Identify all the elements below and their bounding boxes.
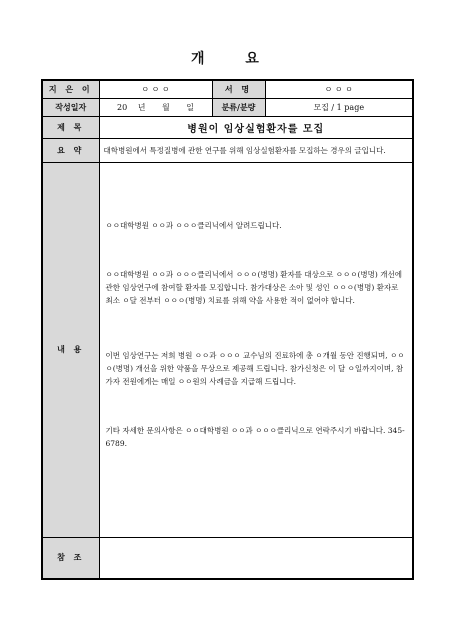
content-row	[42, 162, 413, 537]
document-title: 개 요	[191, 51, 277, 67]
signature-label: 서 명	[212, 80, 265, 98]
author-value: ㅇ ㅇ ㅇ	[99, 80, 212, 98]
author-label: 지 은 이	[42, 80, 99, 98]
content-body	[99, 162, 413, 537]
date-day-unit: 일	[186, 102, 195, 112]
signature-value: ㅇ ㅇ ㅇ	[265, 80, 413, 98]
reference-value	[99, 537, 413, 579]
content-paragraph-1: ㅇㅇ대학병원 ㅇㅇ과 ㅇㅇㅇ클리닉에서 알려드립니다.	[105, 220, 282, 230]
date-year-unit: 년	[137, 102, 146, 112]
date-value	[99, 98, 212, 116]
reference-row	[42, 537, 413, 579]
subject-row	[42, 116, 413, 138]
date-label: 작성일자	[42, 98, 99, 116]
reference-label: 참 조	[42, 537, 99, 579]
subject-label: 제 목	[42, 116, 99, 138]
content-paragraph-3: 이번 임상연구는 저희 병원 ㅇㅇ과 ㅇㅇㅇ 교수님의 진료하에 총 ㅇ개월 동안 진행되며, ㅇㅇㅇ(병명) 개선을 위한 약품을 무상으로 제공해 드립니다. 참가신청은 이 달 ㅇ일까지이며, 참가자 전원에게는 매일 ㅇㅇ원의 사례금을 지급해 드립니다.	[105, 350, 405, 386]
category-value: 모집 / 1 page	[265, 98, 413, 116]
date-month-unit: 월	[162, 102, 170, 112]
content-paragraph-4: 기타 자세한 문의사항은 ㅇㅇ대학병원 ㅇㅇ과 ㅇㅇㅇ클리닉으로 연락주시기 바랍니다. 345-6789.	[105, 425, 405, 448]
overview-form-table	[41, 79, 414, 580]
content-paragraph-2: ㅇㅇ대학병원 ㅇㅇ과 ㅇㅇㅇ클리닉에서 ㅇㅇㅇ(병명) 환자를 대상으로 ㅇㅇㅇ(병명) 개선에 관한 임상연구에 참여할 환자를 모집합니다. 참가대상은 소아 및 성인 ㅇㅇㅇ(병명) 환자로 최소 ㅇ달 전부터 ㅇㅇㅇ(병명) 치료를 위해 약을 사용한 적이 없어야 합니다.	[105, 269, 402, 305]
subject-value: 병원이 임상실험환자를 모집	[99, 116, 413, 138]
date-row	[42, 98, 413, 116]
summary-value: 대학병원에서 특정질병에 관한 연구를 위해 임상실험환자를 모집하는 경우의 글입니다.	[99, 138, 413, 162]
category-label: 분류/분량	[212, 98, 265, 116]
summary-label: 요 약	[42, 138, 99, 162]
date-year: 20	[116, 102, 128, 112]
author-row	[42, 80, 413, 98]
content-label: 내 용	[42, 162, 99, 537]
summary-row	[42, 138, 413, 162]
